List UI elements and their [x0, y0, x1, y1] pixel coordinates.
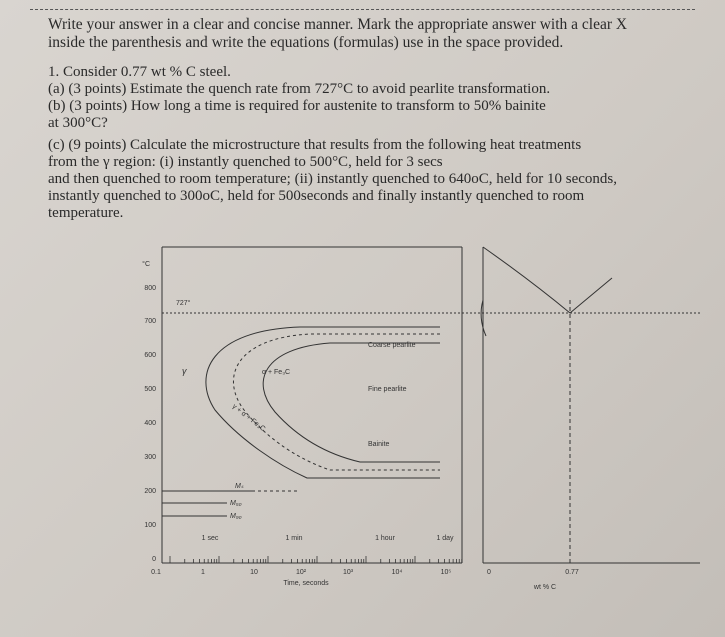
question-a: (a) (3 points) Estimate the quench rate from 727°C to avoid pearlite transformation. — [48, 81, 551, 97]
x-tick-1: 1 — [201, 569, 205, 576]
mixed-region-label: γ + α + Fe₃C — [230, 403, 267, 433]
time-mark-1-hour: 1 hour — [375, 535, 395, 542]
y-tick-0: 0 — [152, 556, 156, 563]
x-tick-100: 10² — [295, 569, 307, 576]
a3-curve — [483, 247, 570, 313]
x-axis-label: Time, seconds — [283, 580, 329, 587]
alpha-fe3c-region-label: α + Fe₃C — [262, 369, 291, 376]
x-tick-1000: 10³ — [342, 569, 354, 576]
fine-pearlite-label: Fine pearlite — [368, 386, 407, 393]
question-b-line-1: (b) (3 points) How long a time is required for austenite to transform to 50% bainite — [48, 98, 546, 114]
y-tick-500: 500 — [144, 386, 156, 393]
m90-label: M₉₀ — [230, 513, 242, 520]
question-c-line-4: instantly quenched to 300oC, held for 500seconds and finally instantly quenched to room — [48, 188, 585, 204]
y-tick-800: 800 — [144, 285, 156, 292]
time-mark-1-sec: 1 sec — [201, 535, 219, 542]
acm-curve — [570, 278, 612, 313]
log-minor-ticks — [170, 556, 462, 563]
x-tick-100000: 10⁵ — [440, 569, 452, 576]
question-c-line-1: (c) (9 points) Calculate the microstructure that results from the following heat treatments — [48, 137, 582, 153]
bainite-label: Bainite — [368, 441, 390, 448]
time-mark-1-min: 1 min — [285, 535, 303, 542]
eutectoid-temperature-label: 727° — [176, 300, 191, 307]
y-tick-600: 600 — [144, 352, 156, 359]
m50-label: M₅₀ — [230, 500, 242, 507]
question-b-line-2: at 300°C? — [48, 115, 108, 131]
transformation-50-curve — [230, 334, 440, 470]
x-tick-10000: 10⁴ — [391, 569, 403, 576]
time-mark-1-day: 1 day — [436, 535, 454, 542]
y-unit-label: °C — [142, 261, 150, 268]
x-tick-0-1: 0.1 — [151, 569, 161, 576]
question-c-line-2: from the γ region: (i) instantly quenched to 500°C, held for 3 secs — [48, 154, 443, 170]
y-tick-200: 200 — [144, 488, 156, 495]
ms-label: Mₛ — [235, 483, 244, 490]
y-tick-300: 300 — [144, 454, 156, 461]
phase-x-tick-0-77: 0.77 — [565, 569, 579, 576]
transformation-finish-curve — [263, 343, 440, 462]
coarse-pearlite-label: Coarse pearlite — [368, 342, 416, 349]
phase-small-bracket — [481, 300, 486, 336]
transformation-start-curve — [206, 327, 440, 478]
y-tick-400: 400 — [144, 420, 156, 427]
instruction-line-2: inside the parenthesis and write the equations (formulas) use in the space provided. — [48, 34, 564, 51]
y-tick-100: 100 — [144, 522, 156, 529]
instruction-line-1: Write your answer in a clear and concise manner. Mark the appropriate answer with a clear X — [48, 16, 628, 33]
x-tick-10: 10 — [250, 569, 258, 576]
gamma-region-label: γ — [182, 366, 187, 376]
y-tick-700: 700 — [144, 318, 156, 325]
phase-x-label: wt % C — [533, 584, 557, 591]
question-c-line-3: and then quenched to room temperature; (ii) instantly quenched to 640oC, held for 10 seconds, — [48, 171, 618, 187]
question-stem: 1. Consider 0.77 wt % C steel. — [48, 64, 231, 80]
question-c-line-5: temperature. — [48, 205, 124, 221]
phase-x-tick-0: 0 — [487, 569, 491, 576]
